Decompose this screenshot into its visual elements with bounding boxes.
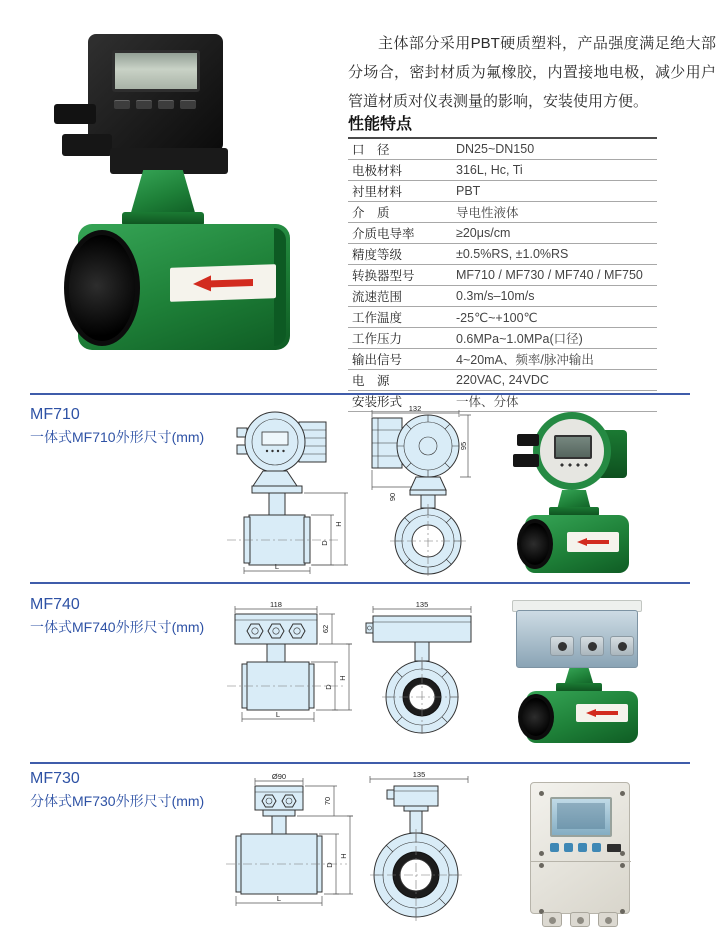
spec-label: 安装形式: [348, 391, 456, 412]
main-product-photo: [30, 18, 320, 363]
dim-height-label: 95: [459, 441, 468, 451]
cable-gland: [513, 454, 539, 467]
cable-gland: [570, 912, 590, 927]
dim-H-label: H: [334, 521, 343, 527]
spec-label: 流速范围: [348, 286, 456, 307]
dimension-annotations: [370, 770, 468, 783]
spec-value: 220VAC, 24VDC: [456, 370, 657, 391]
transmitter-outline: [372, 415, 459, 477]
junction-box-outline: [387, 786, 438, 811]
ir-window: [607, 844, 621, 852]
dimension-annotations: [255, 772, 303, 785]
transmitter-outline: [237, 412, 326, 472]
flange-outline: [390, 477, 466, 576]
spec-label: 介 质: [348, 202, 456, 223]
keypad-button: [158, 100, 174, 109]
mf740-side-view-drawing: [225, 600, 360, 730]
spec-row: [348, 202, 657, 223]
cable-gland: [542, 912, 562, 927]
spec-label: 转换器型号: [348, 265, 456, 286]
section-head-mf740: [30, 596, 230, 637]
spec-value: 4~20mA、频率/脉冲输出: [456, 349, 657, 370]
mf740-product-photo: [498, 596, 663, 748]
spec-value: 0.3m/s–10m/s: [456, 286, 657, 307]
keypad-button: [180, 100, 196, 109]
model-name: MF730: [30, 770, 80, 787]
dim-box-width-label: Ø90: [271, 772, 287, 781]
dim-front-width-label: 135: [412, 770, 426, 779]
dim-box-height-label: 62: [321, 624, 330, 634]
flow-direction-label: [170, 264, 276, 302]
spec-label: 介质电导率: [348, 223, 456, 244]
corner-screws: [539, 791, 544, 796]
sensor-body-outline: [226, 816, 347, 894]
specs-title: 性能特点: [348, 116, 413, 133]
dimension-annotations: [373, 600, 471, 613]
dim-box-width-label: 118: [270, 600, 282, 609]
model-subtitle: 分体式MF730外形尺寸(mm): [30, 793, 205, 809]
spec-row: [348, 328, 657, 349]
mf730-converter-photo: [518, 778, 643, 930]
model-name: MF710: [30, 406, 80, 423]
mf730-side-view-drawing: [225, 772, 360, 912]
dimension-annotations: [372, 404, 459, 417]
spec-value: MF710 / MF730 / MF740 / MF750: [456, 265, 657, 286]
mf730-front-view-drawing: [362, 770, 477, 925]
spec-value: DN25~DN150: [456, 138, 657, 160]
spec-row: [348, 181, 657, 202]
spec-row: [348, 138, 657, 160]
dim-H-label: H: [338, 675, 347, 681]
dim-D-label: D: [320, 540, 329, 546]
intro-paragraph: 主体部分采用PBT硬质塑料，产品强度满足绝大部分场合，密封材质为氟橡胶，内置接地电极，减少用户管道材质对仪表测量的影响，安装使用方便。: [348, 35, 716, 110]
junction-box-outline: [366, 616, 471, 642]
lcd-screen: [550, 797, 612, 837]
cable-gland: [580, 636, 604, 656]
mf740-front-view-drawing: [365, 600, 480, 740]
sensor-body-outline: [227, 471, 339, 565]
dim-D-label: D: [324, 684, 333, 690]
spec-value: 0.6MPa~1.0MPa(口径): [456, 328, 657, 349]
dim-front-width-label: 135: [415, 600, 429, 609]
cable-gland: [54, 104, 96, 124]
spec-row: [348, 286, 657, 307]
mf710-side-view-drawing: [225, 402, 355, 577]
section-divider: [30, 393, 690, 395]
flow-arrow-icon: [193, 274, 253, 292]
keypad-button: [578, 843, 587, 852]
specs-table: [348, 137, 657, 412]
spec-value: PBT: [456, 181, 657, 202]
cable-gland: [598, 912, 618, 927]
cable-gland: [62, 134, 112, 156]
sensor-body-outline: [227, 644, 343, 710]
section-divider: [30, 762, 690, 764]
dim-L-label: L: [276, 894, 282, 903]
spec-label: 电 源: [348, 370, 456, 391]
keypad-button: [592, 843, 601, 852]
spec-row: [348, 349, 657, 370]
spec-label: 工作压力: [348, 328, 456, 349]
keypad-buttons: [550, 843, 601, 852]
dim-L-label: L: [275, 710, 281, 719]
spec-value: ≥20μs/cm: [456, 223, 657, 244]
spec-row: [348, 223, 657, 244]
keypad-button: [550, 843, 559, 852]
keypad-buttons: [558, 463, 588, 467]
pipe-bore: [518, 694, 554, 740]
spec-row: [348, 244, 657, 265]
dim-D-label: D: [325, 862, 334, 868]
junction-box-outline: [255, 786, 303, 816]
spec-label: 电极材料: [348, 160, 456, 181]
spec-value: 一体、分体: [456, 391, 657, 412]
spec-row: [348, 370, 657, 391]
flange-outline: [382, 642, 462, 737]
cable-gland: [517, 434, 539, 446]
flow-direction-label: [567, 532, 619, 552]
keypad-button: [564, 843, 573, 852]
flow-arrow-icon: [577, 538, 609, 546]
pipe-bore: [517, 519, 553, 569]
meter-neck: [130, 170, 196, 216]
model-name: MF740: [30, 596, 80, 613]
enclosure-seam: [531, 861, 631, 862]
lcd-screen: [112, 50, 200, 92]
keypad-button: [136, 100, 152, 109]
dim-box-height-label: 70: [323, 796, 332, 806]
cable-gland: [550, 636, 574, 656]
spec-row: [348, 307, 657, 328]
pipe-bore: [64, 230, 140, 346]
spec-value: -25℃~+100℃: [456, 307, 657, 328]
dim-depth-label: 90: [388, 492, 397, 502]
spec-label: 工作温度: [348, 307, 456, 328]
flow-direction-label: [576, 704, 628, 722]
mf710-product-photo: [505, 408, 645, 580]
keypad-buttons: [114, 100, 196, 109]
model-subtitle: 一体式MF710外形尺寸(mm): [30, 429, 205, 445]
mf710-front-view-drawing: [360, 402, 475, 577]
spec-label: 输出信号: [348, 349, 456, 370]
junction-box-outline: [235, 614, 317, 644]
section-head-mf710: [30, 406, 230, 447]
display-head: [533, 412, 611, 490]
dimension-annotations: [235, 600, 317, 613]
spec-value: 316L, Hc, Ti: [456, 160, 657, 181]
converter-enclosure: [530, 782, 630, 914]
dim-width-label: 132: [408, 404, 422, 413]
flange-outline: [370, 811, 462, 921]
spec-value: ±0.5%RS, ±1.0%RS: [456, 244, 657, 265]
keypad-button: [114, 100, 130, 109]
cable-gland: [610, 636, 634, 656]
spec-value: 导电性液体: [456, 202, 657, 223]
spec-label: 口 径: [348, 138, 456, 160]
model-subtitle: 一体式MF740外形尺寸(mm): [30, 619, 205, 635]
section-head-mf730: [30, 770, 230, 811]
dim-H-label: H: [339, 853, 348, 859]
flow-arrow-icon: [586, 709, 618, 717]
spec-label: 衬里材料: [348, 181, 456, 202]
dim-L-label: L: [274, 562, 280, 571]
lcd-screen: [554, 435, 592, 459]
spec-row: [348, 160, 657, 181]
spec-label: 精度等级: [348, 244, 456, 265]
spec-row: [348, 265, 657, 286]
section-divider: [30, 582, 690, 584]
